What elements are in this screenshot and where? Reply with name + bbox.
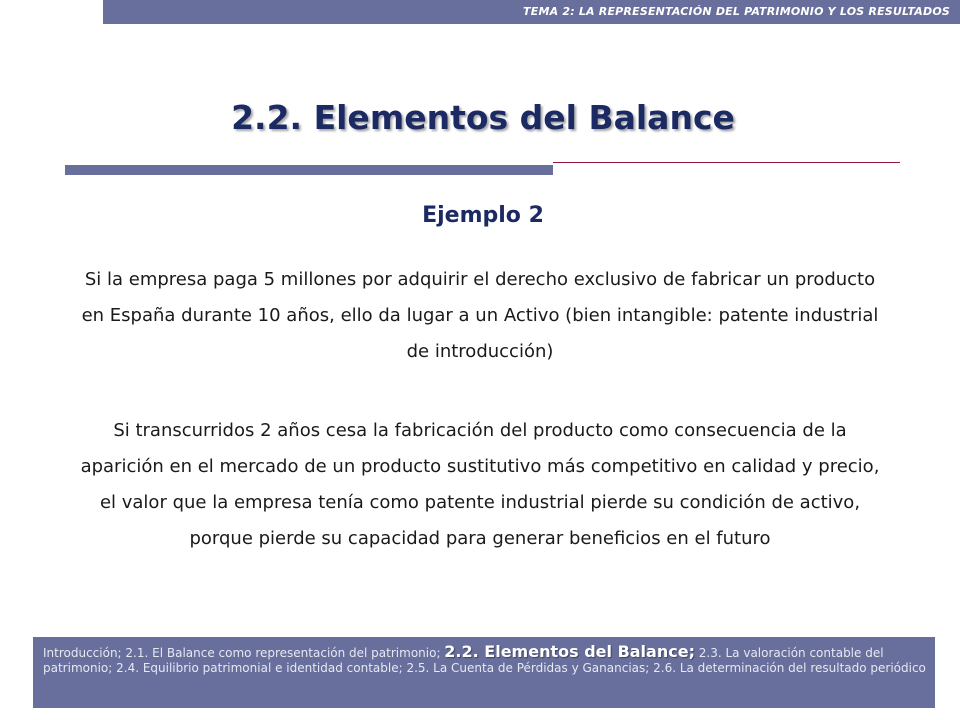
footer-text-before: Introducción; 2.1. El Balance como representación del patrimonio; xyxy=(43,646,445,660)
paragraph-1: Si la empresa paga 5 millones por adquirir el derecho exclusivo de fabricar un producto en España durante 10 años, ello da lugar a un Activo (bien intangible: patente industrial de introducción) xyxy=(81,269,879,362)
title-underline-thick xyxy=(65,165,553,175)
slide-title: 2.2. Elementos del Balance xyxy=(231,98,735,137)
banner-text: TEMA 2: LA REPRESENTACIÓN DEL PATRIMONIO Y LOS RESULTADOS xyxy=(523,5,950,18)
top-banner xyxy=(103,0,960,24)
title-underline-thin xyxy=(553,162,900,163)
footer-text-after: 2.3. La valoración contable del patrimonio; 2.4. Equilibrio patrimonial e identidad contable; 2.5. La Cuenta de Pérdidas y Ganancias; 2.6. La determinación del resultado periódico xyxy=(43,646,926,675)
footer-current-section: 2.2. Elementos del Balance; xyxy=(444,642,695,661)
example-subtitle: Ejemplo 2 xyxy=(422,203,544,228)
footer-contents xyxy=(33,637,935,708)
paragraph-2: Si transcurridos 2 años cesa la fabricación del producto como consecuencia de la aparición en el mercado de un producto sustitutivo más competitivo en calidad y precio, el valor que la empresa tenía como patente industrial pierde su condición de activo, porque pierde su capacidad para generar beneficios en el futuro xyxy=(80,420,880,549)
